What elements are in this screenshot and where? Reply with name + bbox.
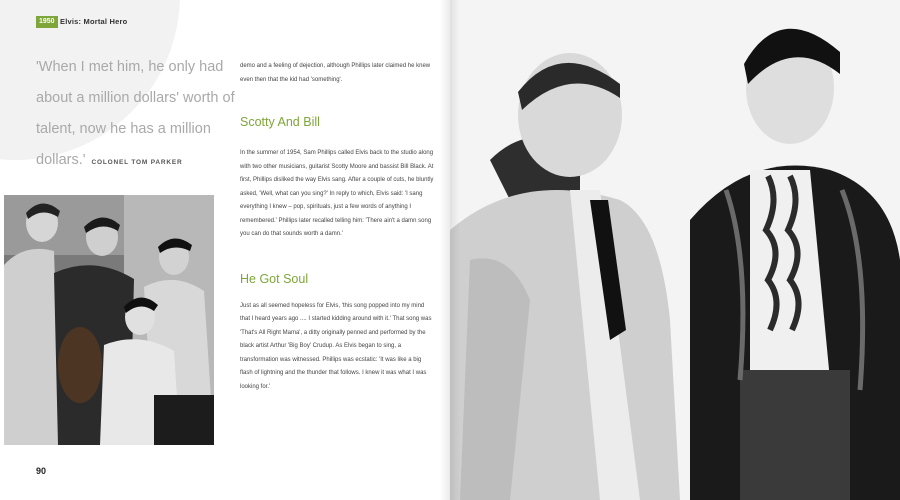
section-heading-scotty-and-bill: Scotty And Bill [240, 115, 320, 129]
section-heading-he-got-soul: He Got Soul [240, 271, 309, 286]
chapter-title: Elvis: Mortal Hero [60, 17, 128, 26]
book-gutter [440, 0, 460, 500]
chapter-badge: 1950 [36, 16, 58, 28]
pull-quote-text: 'When I met him, he only had about a million dollars' worth of talent, now he has a million dollars.' [36, 59, 235, 168]
page-number: 90 [36, 466, 47, 476]
section-body-scotty-and-bill: In the summer of 1954, Sam Phillips called Elvis back to the studio along with two other musicians, guitarist Scotty Moore and bassist Bill Black. At first, Phillips disliked the way Elvis sang. After a couple of cuts, he bluntly asked, 'Well, what can you sing?' In reply to which, Elvis said: 'I sang everything I knew – pop, spirituals, just a few words of anything I remembered.' Phillips later recalled telling him: 'There ain't a damn song you can do that sounds worth a damn.' [240, 150, 434, 237]
pull-quote [36, 52, 236, 178]
column-intro: demo and a feeling of dejection, although Phillips later claimed he knew even then that the kid had 'something'. [240, 63, 431, 83]
text-column [240, 60, 435, 394]
million-dollar-quartet-photo [4, 195, 214, 445]
section-body-he-got-soul: Just as all seemed hopeless for Elvis, 'this song popped into my mind that I heard years ago .... I started kidding around with it.' That song was 'That's All Right Mama', a ditty originally penned and performed by the black artist Arthur 'Big Boy' Crudup. As Elvis began to sing, a transformation was witnessed. Phillips was ecstatic: 'It was like a big flash of lightning and the thunder that follows. I knew it was what I was looking for.' [240, 302, 432, 390]
sinatra-and-elvis-photo [450, 0, 900, 500]
quartet-photo-illustration [4, 195, 214, 445]
pull-quote-attribution: COLONEL TOM PARKER [91, 159, 183, 166]
right-page-photo [450, 0, 900, 500]
